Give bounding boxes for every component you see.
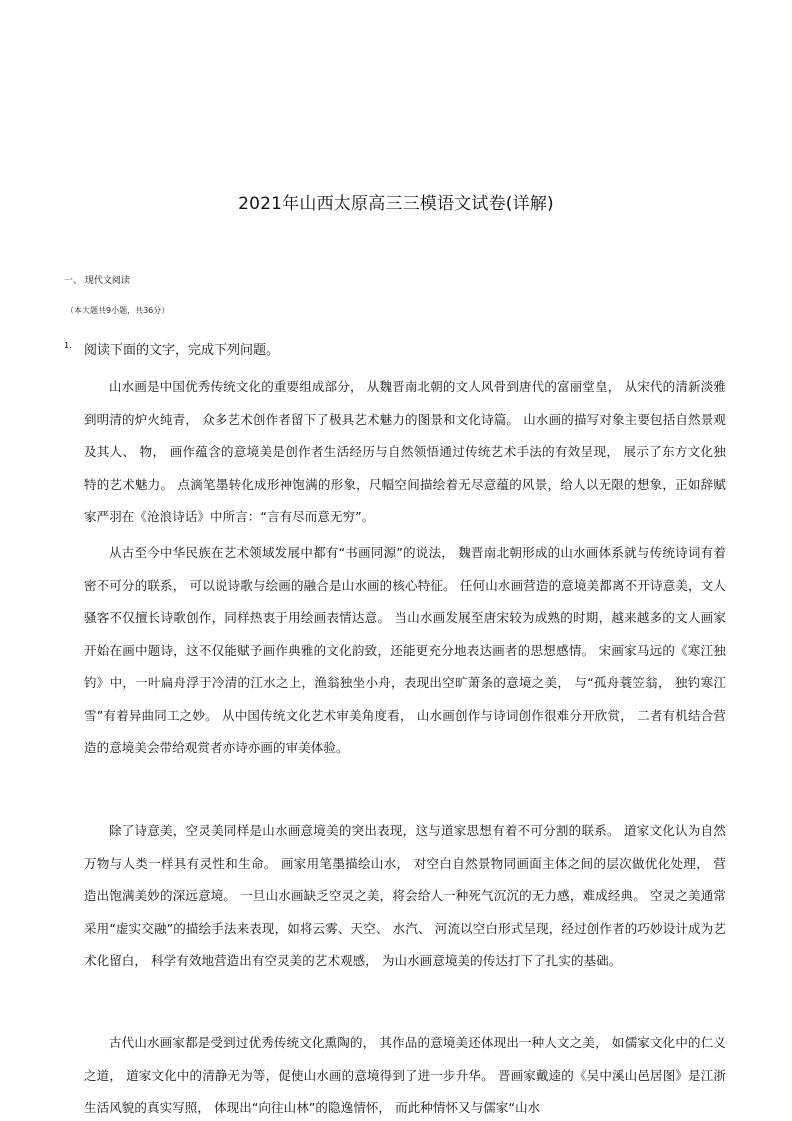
section-heading: 一、 现代文阅读 [64, 276, 130, 286]
question-number: 1. [64, 341, 72, 350]
passage-paragraph-2: 从古至今中华民族在艺术领域发展中都有“书画同源”的说法， 魏晋南北朝形成的山水画体系就与传统诗词有着密不可分的联系， 可以说诗歌与绘画的融合是山水画的核心特征。 任何山水画营造的意境美都离不开诗意美，文人骚客不仅擅长诗歌创作，同样热衷于用绘画表情达意。 当山水画发展至唐宋较为成熟的时期，越来越多的文人画家开始在画中题诗，这不仅能赋予画作典雅的文化韵致，还能更充分地表达画者的思想感情。 宋画家马远的《寒江独钓》中，一叶扁舟浮于冷清的江水之上，渔翁独坐小舟，表现出空旷萧条的意境之美， 与“孤舟蓑笠翁， 独钓寒江雪”有着异曲同工之妙。 从中国传统文化艺术审美角度看， 山水画创作与诗词创作很难分开欣赏， 二者有机结合营造的意境美会带给观赏者亦诗亦画的审美体验。 [84, 545, 726, 755]
section-note: （本大题共9小题，共36分） [66, 306, 170, 315]
passage-paragraph-3: 除了诗意美，空灵美同样是山水画意境美的突出表现，这与道家思想有着不可分割的联系。 道家文化认为自然万物与人类一样具有灵性和生命。 画家用笔墨描绘山水， 对空白自然景物同画面主体之间的层次做优化处理， 营造出饱满美妙的深远意境。 一旦山水画缺乏空灵之美，将会给人一种死气沉沉的无力感，难成经典。 空灵之美通常采用“虚实交融”的描绘手法来表现，如将云雾、天空、 水汽、 河流以空白形式呈现，经过创作者的巧妙设计成为艺术化留白， 科学有效地营造出有空灵美的艺术观感， 为山水画意境美的传达打下了扎实的基础。 [84, 823, 726, 968]
document-title: 2021年山西太原高三三模语文试卷(详解) [238, 194, 554, 214]
question-prompt: 阅读下面的文字，完成下列问题。 [84, 343, 280, 358]
passage-paragraph-4: 古代山水画家都是受到过优秀传统文化熏陶的， 其作品的意境美还体现出一种人文之美， 如儒家文化中的仁义之道， 道家文化中的清静无为等，促使山水画的意境得到了进一步升华。 晋画家戴逵的《吴中溪山邑居图》是江浙生活风貌的真实写照， 体现出“向往山林”的隐逸情怀， 而此种情怀又与儒家“山水 [84, 1035, 726, 1115]
passage-paragraph-1: 山水画是中国优秀传统文化的重要组成部分， 从魏晋南北朝的文人风骨到唐代的富丽堂皇， 从宋代的清新淡雅到明清的炉火纯青， 众多艺术创作者留下了极具艺术魅力的图景和文化诗篇。 山水画的描写对象主要包括自然景观及其人、 物， 画作蕴含的意境美是创作者生活经历与自然领悟通过传统艺术手法的有效呈现， 展示了东方文化独特的艺术魅力。 点滴笔墨转化成形神饱满的形象，尺幅空间描绘着无尽意蕴的风景，给人以无限的想象，正如辞赋家严羽在《沧浪诗话》中所言：“言有尽而意无穷”。 [84, 379, 726, 524]
